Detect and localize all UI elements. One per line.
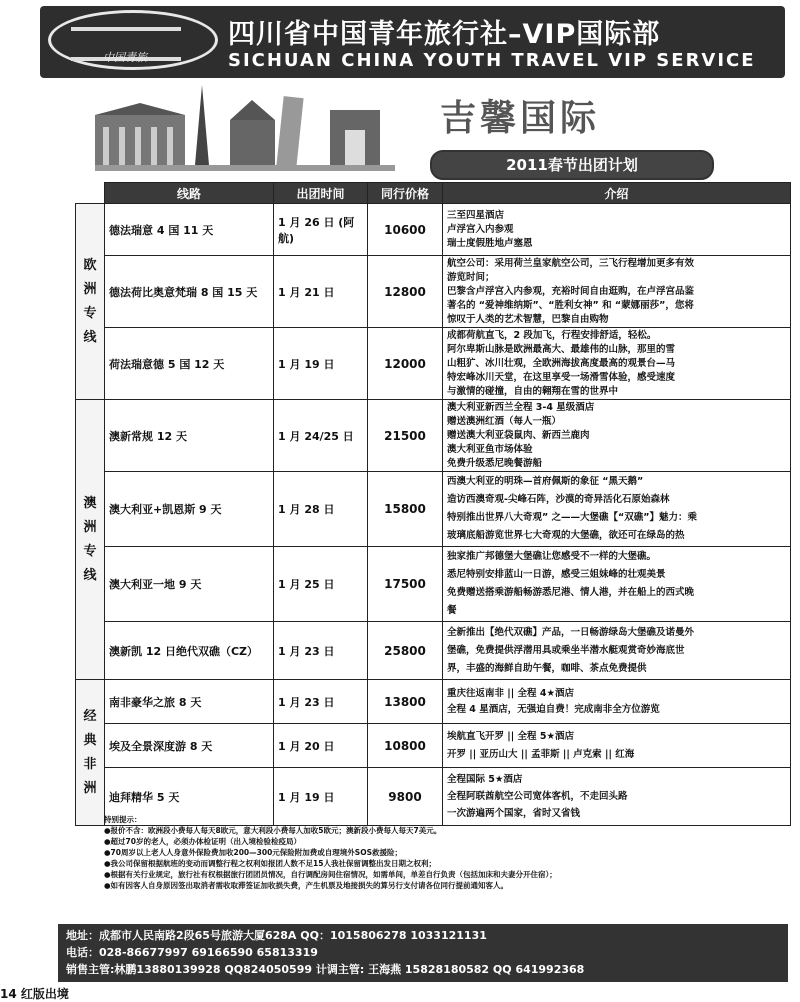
desc-line: 著名的 “爱神维纳斯”、“胜利女神” 和 “蒙娜丽莎”，您将 — [447, 299, 694, 311]
desc-line: 阿尔卑斯山脉是欧洲最高大、最雄伟的山脉，那里的雪 — [447, 343, 676, 355]
price-cell: 21500 — [368, 400, 443, 472]
route-cell: 德法瑞意 4 国 11 天 — [105, 204, 274, 256]
table-row — [76, 680, 791, 724]
special-notes — [104, 814, 784, 891]
desc-line: 全程 4 星酒店，无强迫自费！完成南非全方位游览 — [447, 703, 660, 715]
route-cell: 迪拜精华 5 天 — [105, 768, 274, 826]
desc-line: 瑞士度假胜地卢塞恩 — [447, 237, 533, 249]
price-cell: 13800 — [368, 680, 443, 724]
region-europe: 欧洲专线 — [76, 204, 105, 400]
header — [40, 6, 785, 78]
route-cell: 澳大利亚+凯恩斯 9 天 — [105, 472, 274, 547]
desc-line: 重庆往返南非 || 全程 4★酒店 — [447, 687, 574, 699]
desc-line: 成都荷航直飞，2 段加飞，行程安排舒适，轻松。 — [447, 329, 657, 341]
desc-line: 免费升级悉尼晚餐游船 — [447, 457, 543, 469]
table-row — [76, 724, 791, 768]
price-cell: 12800 — [368, 256, 443, 328]
route-cell: 德法荷比奥意梵瑞 8 国 15 天 — [105, 256, 274, 328]
price-cell: 12000 — [368, 328, 443, 400]
brand-logo: 吉馨国际 — [440, 97, 601, 139]
logo-text: 中国青旅 — [103, 51, 147, 64]
route-cell: 埃及全景深度游 8 天 — [105, 724, 274, 768]
desc-line: 特别推出世界八大奇观” 之——大堡礁【“双礁”】魅力：乘 — [447, 512, 698, 523]
date-cell: 1 月 19 日 — [274, 328, 368, 400]
date-cell: 1 月 28 日 — [274, 472, 368, 547]
table-row — [76, 547, 791, 622]
region-africa: 经典非洲 — [76, 680, 105, 826]
title-chinese: 四川省中国青年旅行社–VIP国际部 — [228, 19, 661, 50]
landmarks-banner — [95, 85, 395, 180]
desc-line: 全程国际 5★酒店 — [447, 774, 523, 785]
desc-line: 惊叹于人类的艺术智慧，巴黎自由购物 — [447, 313, 609, 325]
region-header — [76, 183, 105, 204]
date-cell: 1 月 23 日 — [274, 680, 368, 724]
desc-cell — [443, 547, 791, 622]
desc-line: 山粗犷、冰川壮观，全欧洲海拔高度最高的观景台—马 — [447, 357, 676, 369]
tour-table — [75, 182, 791, 826]
table-row — [76, 256, 791, 328]
desc-line: 界，丰盛的海鲜自助午餐，咖啡、茶点免费提供 — [447, 662, 647, 674]
price-cell: 25800 — [368, 622, 443, 680]
desc-line: 三至四星酒店 — [447, 209, 505, 221]
desc-cell — [443, 622, 791, 680]
date-cell: 1 月 19 日 — [274, 768, 368, 826]
table-row — [76, 328, 791, 400]
price-cell: 10800 — [368, 724, 443, 768]
route-cell: 澳新常规 12 天 — [105, 400, 274, 472]
note-line: ●我公司保留根据航班的变动而调整行程之权利如报团人数不足15人我社保留调整出发日期之权利； — [104, 859, 436, 868]
desc-cell — [443, 724, 791, 768]
desc-line: 卢浮宫入内参观 — [447, 223, 514, 235]
desc-cell — [443, 256, 791, 328]
date-cell: 1 月 21 日 — [274, 256, 368, 328]
desc-line: 餐 — [447, 605, 457, 616]
desc-line: 特宏峰冰川天堂，在这里享受一场滑雪体验，感受速度 — [447, 371, 676, 383]
desc-cell — [443, 328, 791, 400]
title-english: SICHUAN CHINA YOUTH TRAVEL VIP SERVICE — [228, 50, 756, 71]
date-cell: 1 月 26 日 (阿航) — [274, 204, 368, 256]
desc-line: 玻璃底船游览世界七大奇观的大堡礁，欲还可在绿岛的热 — [447, 530, 685, 541]
plan-title: 2011春节出团计划 — [430, 150, 714, 180]
desc-line: 全程阿联酋航空公司宽体客机，不走回头路 — [447, 791, 628, 802]
desc-line: 西澳大利亚的明珠—首府佩斯的象征 “黑天鹅” — [447, 476, 644, 487]
date-cell: 1 月 24/25 日 — [274, 400, 368, 472]
desc-line: 免费赠送搭乘游船畅游悉尼港、情人港，并在船上的西式晚 — [447, 587, 695, 598]
desc-line: 悉尼特别安排蓝山一日游，感受三姐妹峰的壮观美景 — [447, 569, 666, 580]
price-cell: 10600 — [368, 204, 443, 256]
table-header-row — [76, 183, 791, 204]
price-cell: 15800 — [368, 472, 443, 547]
desc-line: 赠送澳洲红酒（每人一瓶） — [447, 415, 562, 427]
date-cell: 1 月 20 日 — [274, 724, 368, 768]
desc-cell — [443, 472, 791, 547]
desc-line: 澳大利亚鱼市场体验 — [447, 443, 533, 455]
desc-line: 独家推广邦德堡大堡礁让您感受不一样的大堡礁。 — [447, 551, 657, 562]
desc-line: 堡礁，免费提供浮潜用具或乘坐半潜水艇观赏奇妙海底世 — [447, 644, 685, 656]
desc-line: 全新推出【绝代双礁】产品，一日畅游绿岛大堡礁及诺曼外 — [447, 626, 695, 638]
contact-footer — [58, 924, 788, 982]
route-cell: 南非豪华之旅 8 天 — [105, 680, 274, 724]
note-line: 特别提示： — [104, 815, 142, 824]
route-cell: 荷法瑞意德 5 国 12 天 — [105, 328, 274, 400]
price-cell: 17500 — [368, 547, 443, 622]
header-route: 线路 — [105, 183, 274, 204]
desc-line: 巴黎含卢浮宫入内参观，充裕时间自由逛购，在卢浮宫品鉴 — [447, 285, 695, 297]
table-row — [76, 400, 791, 472]
address-line: 地址：成都市人民南路2段65号旅游大厦628A QQ：1015806278 1033121131 — [66, 929, 487, 942]
table-row — [76, 622, 791, 680]
desc-line: 一次游遍两个国家，省时又省钱 — [447, 808, 581, 819]
desc-line: 游览时间； — [447, 271, 495, 283]
note-line: ●根据有关行业规定，旅行社有权根据旅行团团员情况，自行调配房间住宿情况，如需单间，单差自行负责（包括加床和夫妻分开住宿）； — [104, 870, 557, 879]
desc-cell — [443, 400, 791, 472]
desc-cell — [443, 680, 791, 724]
desc-line: 澳大利亚新西兰全程 3-4 星级酒店 — [447, 401, 595, 413]
desc-line: 造访西澳奇观-尖峰石阵，沙漠的奇异活化石原始森林 — [447, 494, 670, 505]
price-cell: 9800 — [368, 768, 443, 826]
note-line: ●超过70岁的老人，必须办体检证明（出入境检验检疫局） — [104, 837, 301, 846]
desc-line: 开罗 || 亚历山大 || 孟菲斯 || 卢克索 || 红海 — [447, 748, 635, 760]
table-row — [76, 204, 791, 256]
date-cell: 1 月 25 日 — [274, 547, 368, 622]
date-cell: 1 月 23 日 — [274, 622, 368, 680]
region-australia: 澳洲专线 — [76, 400, 105, 680]
page-footer: 14 红版出境 — [0, 987, 69, 1001]
header-desc: 介绍 — [443, 183, 791, 204]
route-cell: 澳大利亚一地 9 天 — [105, 547, 274, 622]
desc-cell — [443, 204, 791, 256]
table-row — [76, 472, 791, 547]
header-date: 出团时间 — [274, 183, 368, 204]
note-line: ●如有因客人自身原因签出取消者需收取滞签证加收损失费，产生机票及地接损失的算另行支付请各位同行提前通知客人。 — [104, 881, 509, 890]
desc-line: 赠送澳大利亚袋鼠肉、新西兰鹿肉 — [447, 429, 590, 441]
sales-line: 销售主管:林鹏13880139928 QQ824050599 计调主管: 王海燕 15828180582 QQ 641992368 — [66, 963, 585, 976]
desc-line: 埃航直飞开罗 || 全程 5★酒店 — [447, 730, 574, 742]
note-line: ●报价不含：欧洲段小费每人每天8欧元，意大利段小费每人加收5欧元；澳新段小费每人每天7美元。 — [104, 826, 442, 835]
desc-line: 航空公司：采用荷兰皇家航空公司，三飞行程增加更多有效 — [447, 257, 695, 269]
cyts-logo — [48, 10, 218, 70]
note-line: ●70周岁以上老人人身意外保险费加收200—300元保险附加费或自理境外SOS救援险； — [104, 848, 402, 857]
route-cell: 澳新凯 12 日绝代双礁（CZ） — [105, 622, 274, 680]
desc-line: 与激情的碰撞，自由的翱翔在雪的世界中 — [447, 385, 619, 397]
phone-line: 电话：028-86677997 69166590 65813319 — [66, 946, 318, 959]
header-price: 同行价格 — [368, 183, 443, 204]
